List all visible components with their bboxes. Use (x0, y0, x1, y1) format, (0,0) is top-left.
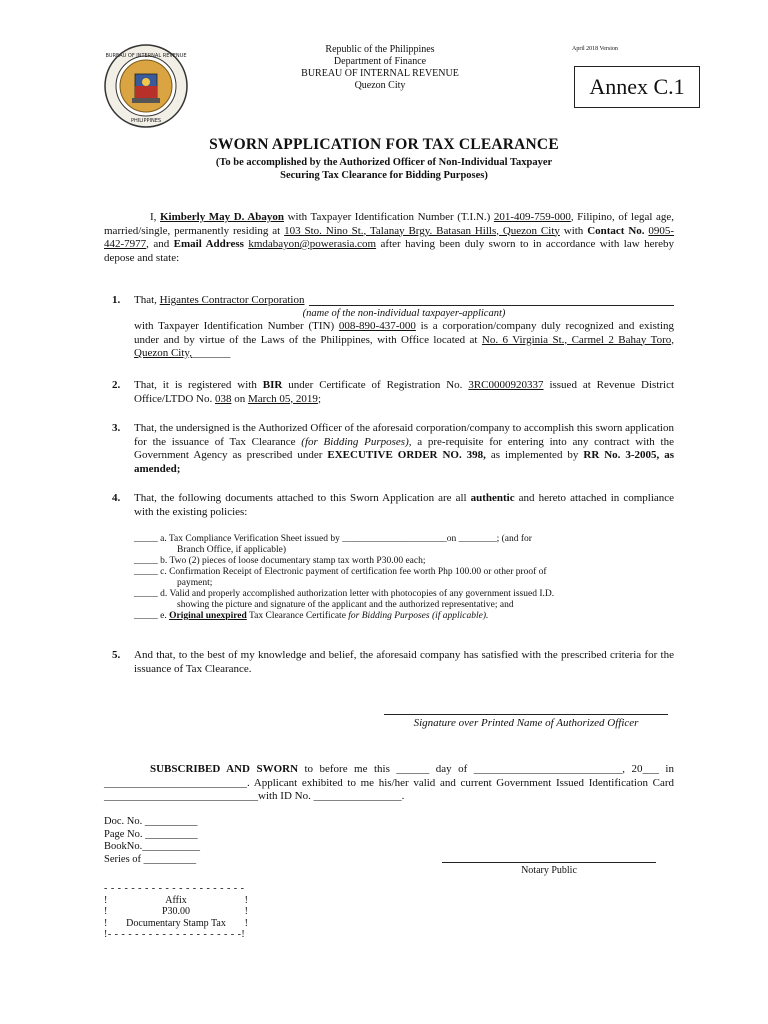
bir-seal (104, 44, 188, 128)
item-4: 4. That, the following documents attached to this Sworn Application are all authentic and hereto attached in compliance with the existing policies: (112, 492, 675, 518)
seal-text-bottom: PHILIPPINES (130, 118, 162, 124)
company-tin: 008-890-437-000 (338, 320, 416, 332)
page-no: Page No. __________ (104, 828, 198, 840)
contact-number: 0905-442-7977 (104, 224, 675, 250)
seal-text-top: BUREAU OF INTERNAL REVENUE (105, 53, 187, 59)
registration-date: March 05, 2019 (247, 392, 318, 405)
form-title: SWORN APPLICATION FOR TAX CLEARANCE (209, 136, 559, 153)
company-caption: (name of the non-individual taxpayer-applicant) (302, 308, 506, 319)
cor-number: 3RC0000920337 (468, 379, 544, 391)
applicant-tin: 201-409-759-000 (493, 211, 571, 223)
form-subtitle (0, 156, 768, 182)
applicant-name: Kimberly May D. Abayon (159, 211, 285, 223)
stamp-box: - - - - - - - - - - - - - - - - - - - - - ! Affix ! ! P30.00 ! ! Documentary Stamp Tax ! !- - - - - - - - - - - - - - - - - - - -! (104, 883, 248, 940)
officer-signature-line: Signature over Printed Name of Authorized Officer (384, 714, 668, 729)
notarial-register (104, 816, 200, 866)
company-name: Higantes Contractor Corporation (159, 294, 305, 306)
subtitle-line-2: Securing Tax Clearance for Bidding Purposes) (280, 170, 488, 181)
item-3: 3. That, the undersigned is the Authorized Officer of the aforesaid corporation/company to accomplish this sworn application for the issuance of Tax Clearance (for Bidding Purposes), a pre-requisite for entering into any contract with the Government Agency as prescribed under EXECUTIVE ORDER NO. 398, as implemented by RR No. 3-2005, as amended; (112, 422, 675, 475)
checklist-item-c: _____ c. Confirmation Receipt of Electronic payment of certification fee worth Php 100.00 or other proof of (134, 567, 547, 577)
book-no: BookNo.___________ (104, 841, 200, 852)
annex-box: Annex C.1 (574, 66, 700, 108)
notary-public-line: Notary Public (442, 862, 656, 876)
rdo-number: 038 (214, 392, 232, 405)
series-of: Series of __________ (104, 853, 197, 865)
item-5: 5. And that, to the best of my knowledge and belief, the aforesaid company has satisfied with the prescribed criteria for the issuance of Tax Clearance. (112, 649, 674, 675)
item-2: 2. That, it is registered with BIR under Certificate of Registration No. 3RC0000920337 issued at Revenue District Office/LTDO No. 038 on March 05, 2019; (112, 379, 675, 405)
version-label: April 2018 Version (572, 46, 618, 52)
header-line-1: Republic of the Philippines (325, 44, 435, 55)
item-1: 1. That, Higantes Contractor Corporation (name of the non-individual taxpayer-applicant) with Taxpayer Identification Number (TIN) 008-890-437-000 is a corporation/company duly recognized and existing under and by virtue of the Laws of the Philippines, with Office located at No. 6 Virginia St., Carmel 2 Bahay Toro, Quezon City,_______ (112, 294, 675, 359)
agency-header (250, 44, 510, 92)
jurat-paragraph: SUBSCRIBED AND SWORN to before me this ______ day of ___________________________, 20___ in __________________________. Applicant exhibited to me his/her valid and current Government Issued Identification Card ____________________________with ID No. ________________. (104, 763, 674, 802)
document-checklist: _____ a. Tax Compliance Verification Sheet issued by ______________________on ________; (and for Branch Office, if applicable) _____ b. Two (2) pieces of loose documentary stamp tax worth P30.00 each; _____ c. Confirmation Receipt of Electronic payment of certification fee worth Php 100.00 or other proof of payment; _____ d. Valid and properly accomplished authorization letter with photocopies of any government issued I.D. showing the picture and signature of the applicant and the authorized representative; and _____ e. Original unexpired Tax Clearance Certificate for Bidding Purposes (if applicable). (134, 534, 674, 622)
doc-no: Doc. No. __________ (104, 816, 198, 827)
header-line-2: Department of Finance (333, 56, 427, 67)
checklist-item-e: _____ e. Original unexpired Tax Clearance Certificate for Bidding Purposes (if applicable). (134, 611, 489, 621)
header-line-3: BUREAU OF INTERNAL REVENUE (301, 68, 459, 79)
subtitle-line-1: (To be accomplished by the Authorized Officer of Non-Individual Taxpayer (215, 157, 553, 168)
intro-paragraph: I, Kimberly May D. Abayon with Taxpayer Identification Number (T.I.N.) 201-409-759-000, Filipino, of legal age, married/single, permanently residing at 103 Sto. Nino St., Talanay Brgy. Batasan Hills, Quezon City with Contact No. 0905-442-7977, and Email Address kmdabayon@powerasia.com after having been duly sworn to in accordance with law hereby depose and state: (104, 211, 675, 264)
checklist-item-d: _____ d. Valid and properly accomplished authorization letter with photocopies of any government issued I.D. (134, 589, 555, 599)
header-line-4: Quezon City (354, 80, 406, 91)
email-address: kmdabayon@powerasia.com (248, 238, 377, 250)
checklist-item-a: _____ a. Tax Compliance Verification Sheet issued by ______________________on ________; (and for (134, 534, 532, 544)
applicant-address: 103 Sto. Nino St., Talanay Brgy. Batasan Hills, Quezon City (284, 224, 560, 237)
checklist-item-b: _____ b. Two (2) pieces of loose documentary stamp tax worth P30.00 each; (134, 556, 426, 566)
company-office: No. 6 Virginia St., Carmel 2 Bahay Toro, Quezon City, (134, 333, 674, 359)
